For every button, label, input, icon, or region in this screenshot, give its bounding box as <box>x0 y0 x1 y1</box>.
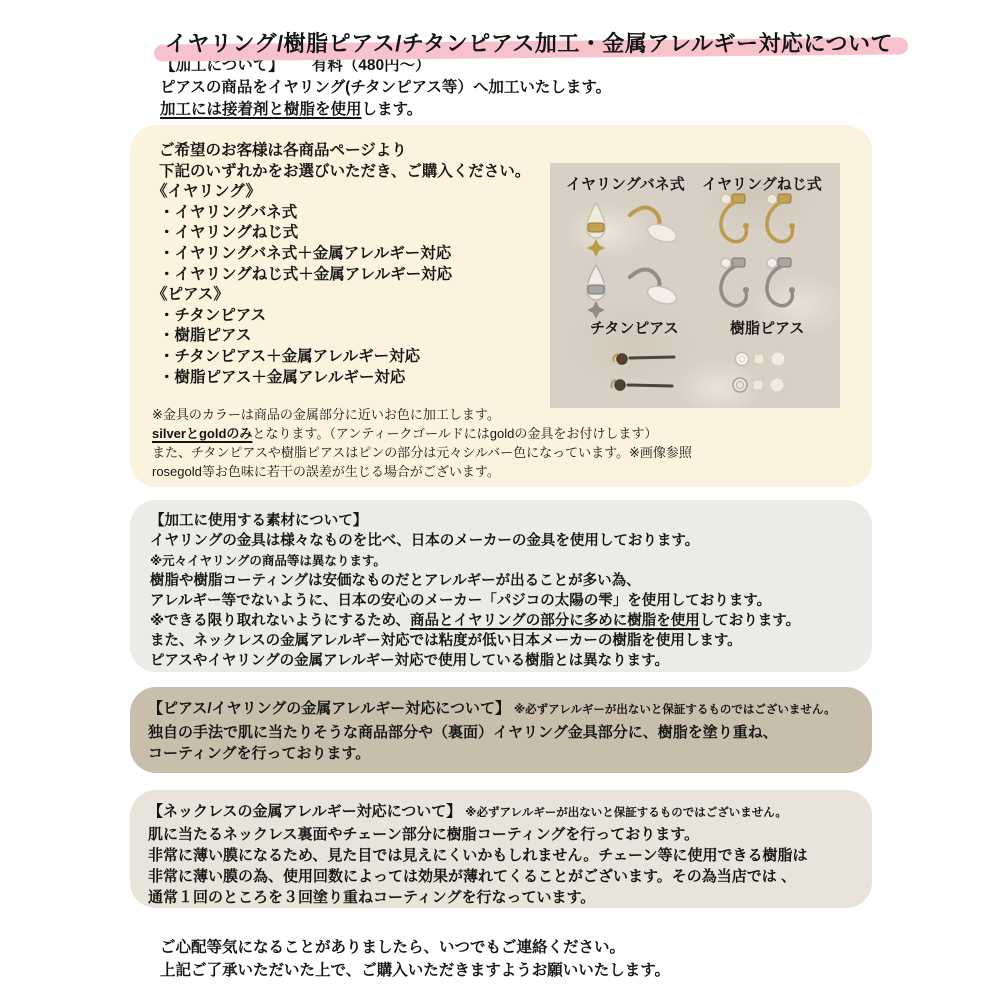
necklace-allergy-line2: 非常に薄い膜になるため、見た目では見えにくいかもしれません。チェーン等に使用できる樹脂は <box>148 847 808 864</box>
materials-line6: ピアスやイヤリングの金属アレルギー対応で使用している樹脂とは異なります。 <box>150 653 670 669</box>
necklace-allergy-line3: 非常に薄い膜の為、使用回数によっては効果が薄れてくることがございます。その為当店では 、 <box>148 868 796 885</box>
materials-line2: 樹脂や樹脂コーティングは安価なものだとアレルギーが出ることが多い為、 <box>150 573 641 589</box>
processing-options-box <box>130 125 872 487</box>
materials-line3: アレルギー等でないように、日本の安心のメーカー「パジコの太陽の雫」を使用しております。 <box>150 593 772 609</box>
pierce-allergy-line1: 独自の手法で肌に当たりそうな商品部分や（裏面）イヤリング金具部分に、樹脂を塗り重ね、 <box>148 723 778 741</box>
title-highlight: イヤリング/樹脂ピアス/チタンピアス加工・金属アレルギー対応について <box>162 27 896 58</box>
intro-line3-underlined: 加工には接着剤と樹脂を使用 <box>160 101 362 118</box>
earring-item: ・イヤリングバネ式 <box>159 203 298 221</box>
closing-line2: 上記ご了承いただいた上で、ご購入いただきますようお願いいたします。 <box>160 962 670 979</box>
notes-line2-rest: となります。（アンティークゴールドにはgoldの金具をお付けします） <box>252 426 658 441</box>
earrings-illustration <box>550 163 840 408</box>
pierce-allergy-heading-row <box>148 698 854 722</box>
earring-header: 《イヤリング》 <box>152 183 261 201</box>
jushi-pierce-studs <box>733 352 785 392</box>
photo-label-titan: チタンピアス <box>590 320 679 337</box>
pierce-header: 《ピアス》 <box>152 286 229 304</box>
pierce-item: ・樹脂ピアス <box>159 327 252 345</box>
intro-price: 有料（480円〜） <box>311 57 431 74</box>
necklace-allergy-disclaimer: ※必ずアレルギーが出ないと保証するものではございません。 <box>465 807 787 819</box>
intro-line3-rest: します。 <box>361 101 423 118</box>
materials-line1: イヤリングの金具は様々なものを比べ、日本のメーカーの金具を使用しております。 <box>150 533 700 549</box>
materials-line5: また、ネックレスの金属アレルギー対応では粘度が低い日本メーカーの樹脂を使用します。 <box>150 633 742 649</box>
closing-note <box>160 936 670 982</box>
materials-line4-pre: ※できる限り取れないようにするため、 <box>150 613 411 629</box>
intro-line3 <box>160 99 611 121</box>
pierce-item: ・樹脂ピアス＋金属アレルギー対応 <box>159 368 406 386</box>
color-notes <box>152 405 852 481</box>
closing-line1: ご心配等気になることがありましたら、いつでもご連絡ください。 <box>160 939 626 956</box>
materials-box <box>130 500 872 672</box>
intro-line2: ピアスの商品をイヤリング(チタンピアス等）へ加工いたします。 <box>160 79 612 96</box>
intro-heading: 【加工について】 <box>160 57 284 74</box>
photo-label-bane: イヤリングバネ式 <box>566 176 685 193</box>
page-title <box>162 27 896 58</box>
notes-line3: また、チタンピアスや樹脂ピアスはピンの部分は元々シルバー色になっています。※画像参照 <box>152 445 692 460</box>
materials-line4 <box>150 611 852 631</box>
bane-gold-earrings <box>587 203 679 257</box>
notes-line1: ※金具のカラーは商品の金属部分に近いお色に加工します。 <box>152 407 500 422</box>
materials-line4-post: しております。 <box>699 613 801 629</box>
option-list <box>152 141 572 388</box>
materials-note1: ※元々イヤリングの商品等は異なります。 <box>150 554 386 568</box>
notes-line4: rosegold等お色味に若干の誤差が生じる場合がございます。 <box>152 464 500 479</box>
earring-item: ・イヤリングバネ式＋金属アレルギー対応 <box>159 244 452 262</box>
photo-label-neji: イヤリングねじ式 <box>702 176 822 193</box>
pierce-item: ・チタンピアス <box>159 306 267 324</box>
notes-line2-underlined: silverとgoldのみ <box>152 426 253 441</box>
necklace-allergy-line4: 通常１回のところを３回塗り重ねコーティングを行なっています。 <box>148 889 596 906</box>
pierce-item: ・チタンピアス＋金属アレルギー対応 <box>159 347 421 365</box>
pierce-allergy-box <box>130 687 872 773</box>
bane-silver-earrings <box>587 265 679 319</box>
options-line2: 下記のいずれかをお選びいただき、ご購入ください。 <box>159 162 531 180</box>
pierce-allergy-heading: 【ピアス/イヤリングの金属アレルギー対応について】 <box>148 700 510 717</box>
earring-types-photo <box>550 163 840 408</box>
necklace-allergy-box <box>130 790 872 908</box>
photo-label-jushi: 樹脂ピアス <box>730 320 805 337</box>
options-line1: ご希望のお客様は各商品ページより <box>159 142 407 159</box>
materials-heading: 【加工に使用する素材について】 <box>150 513 368 529</box>
earring-item: ・イヤリングねじ式＋金属アレルギー対応 <box>159 265 453 283</box>
intro-section <box>160 55 611 121</box>
necklace-allergy-heading-row <box>148 801 854 824</box>
neji-silver-earrings <box>721 258 795 306</box>
necklace-allergy-line1: 肌に当たるネックレス裏面やチェーン部分に樹脂コーティングを行っております。 <box>148 826 700 843</box>
earring-item: ・イヤリングねじ式 <box>159 224 299 242</box>
necklace-allergy-heading: 【ネックレスの金属アレルギー対応について】 <box>148 803 462 820</box>
materials-line4-underlined: 商品とイヤリングの部分に多めに樹脂を使用 <box>410 613 700 629</box>
pierce-allergy-line2: コーティングを行っております。 <box>148 745 371 762</box>
pierce-allergy-disclaimer: ※必ずアレルギーが出ないと保証するものではございません。 <box>514 704 836 716</box>
neji-gold-earrings <box>721 194 795 242</box>
titan-pierce-studs <box>612 354 675 390</box>
notes-line2 <box>152 424 852 443</box>
